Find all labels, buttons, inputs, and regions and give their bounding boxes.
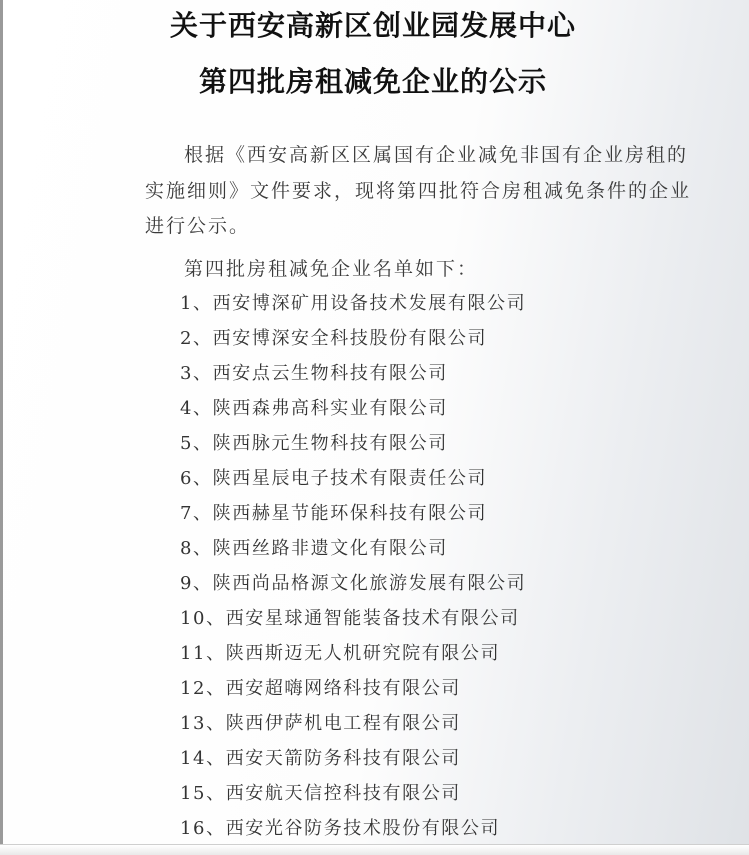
company-list-heading: 第四批房租减免企业名单如下： [184, 258, 479, 280]
company-list-item: 12、西安超嗨网络科技有限公司 [180, 678, 461, 699]
intro-paragraph-line3: 进行公示。 [145, 215, 251, 237]
company-list-item: 8、陕西丝路非遗文化有限公司 [180, 538, 448, 559]
company-list-item: 13、陕西伊萨机电工程有限公司 [180, 713, 461, 734]
company-list-item: 16、西安光谷防务技术股份有限公司 [180, 818, 501, 839]
document-title-line1: 关于西安高新区创业园发展中心 [169, 9, 576, 42]
company-list-item: 15、西安航天信控科技有限公司 [180, 783, 461, 804]
intro-paragraph-line2: 实施细则》文件要求，现将第四批符合房租减免条件的企业 [145, 180, 692, 202]
document-title-line2: 第四批房租减免企业的公示 [198, 65, 547, 98]
company-list-item: 6、陕西星辰电子技术有限责任公司 [180, 468, 488, 489]
company-list-item: 1、西安博深矿用设备技术发展有限公司 [180, 293, 527, 314]
company-list-item: 4、陕西森弗高科实业有限公司 [180, 398, 448, 419]
company-list-item: 11、陕西斯迈无人机研究院有限公司 [180, 643, 501, 664]
company-list-item: 3、西安点云生物科技有限公司 [180, 363, 448, 384]
company-list-item: 7、陕西赫星节能环保科技有限公司 [180, 503, 488, 524]
company-list-item: 14、西安天箭防务科技有限公司 [180, 748, 461, 769]
company-list-item: 5、陕西脉元生物科技有限公司 [180, 433, 448, 454]
company-list-item: 9、陕西尚品格源文化旅游发展有限公司 [180, 573, 527, 594]
company-list-item: 10、西安星球通智能装备技术有限公司 [180, 608, 520, 629]
company-list-item: 2、西安博深安全科技股份有限公司 [180, 328, 488, 349]
intro-paragraph-line1: 根据《西安高新区区属国有企业减免非国有企业房租的 [184, 144, 689, 166]
